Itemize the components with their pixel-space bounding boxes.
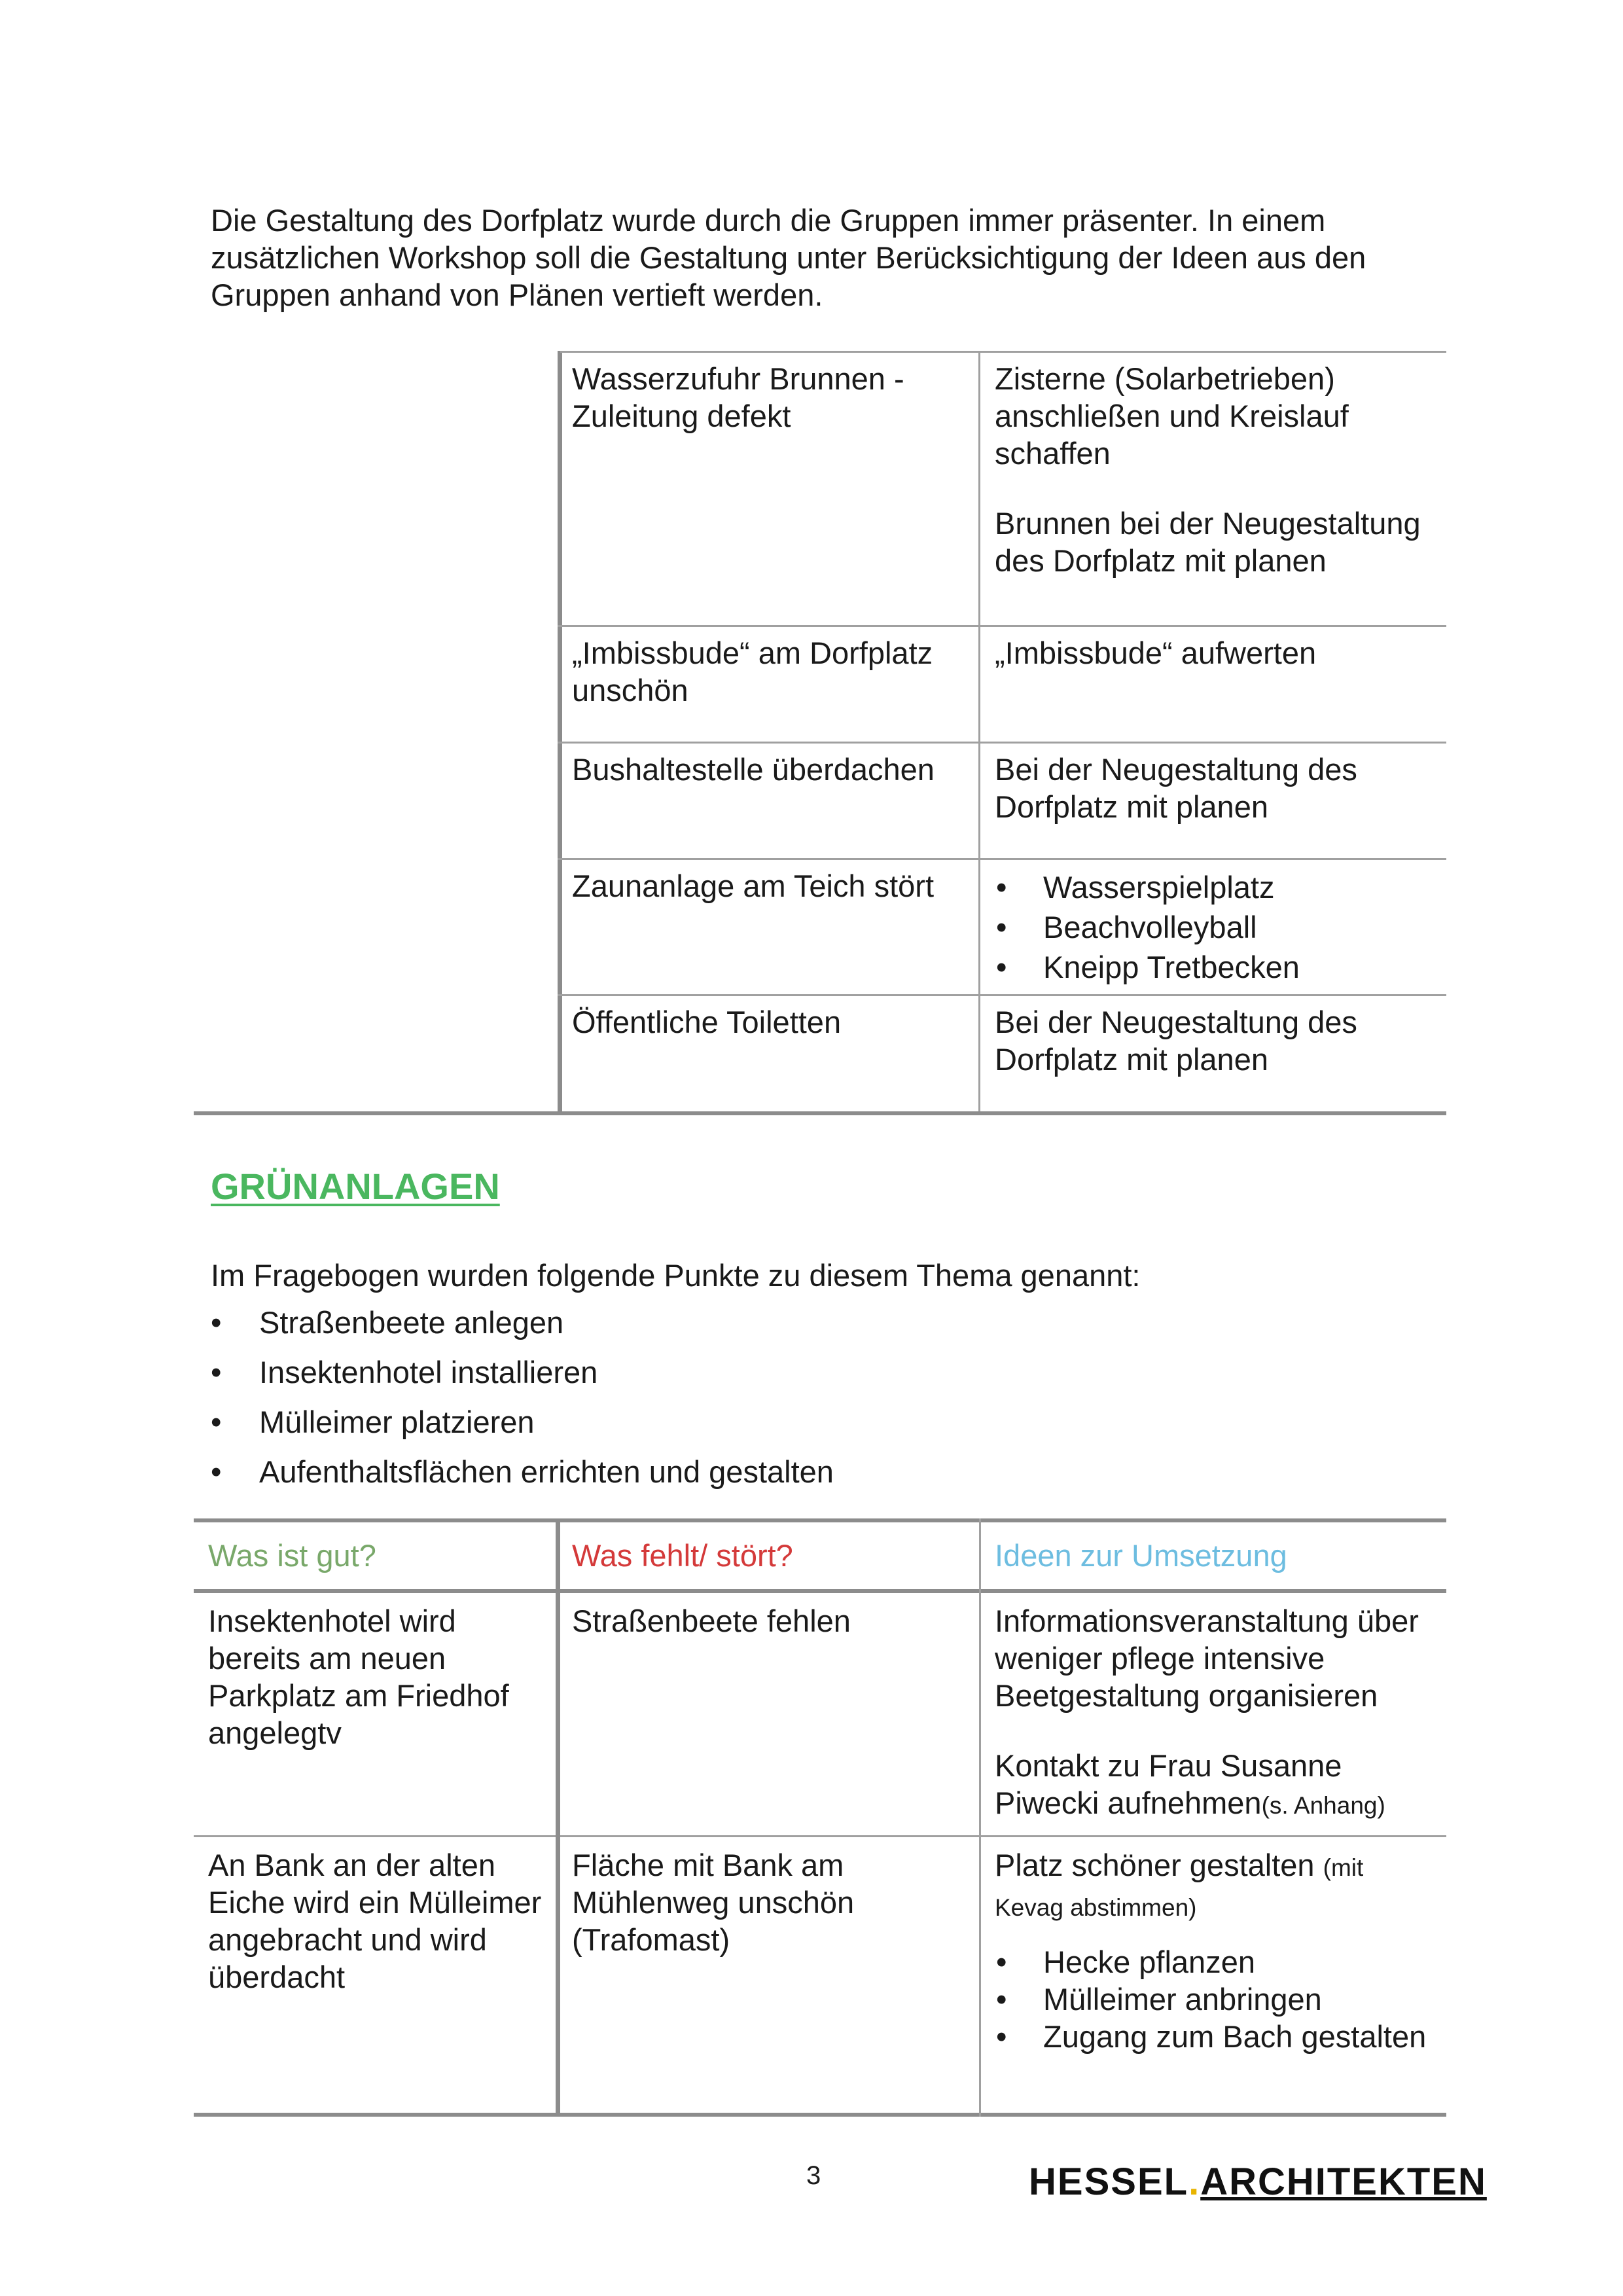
problem-cell: Öffentliche Toiletten [558, 994, 980, 1115]
list-item: • Mülleimer platzieren [211, 1403, 834, 1453]
table-row [194, 1837, 1446, 2113]
bullet-item: • Kneipp Tretbecken [995, 947, 1432, 987]
bullet-item: • Beachvolleyball [995, 907, 1432, 947]
good-cell: Insektenhotel wird bereits am neuen Parkplatz am Friedhof angelegtv [208, 1604, 509, 1750]
idea-cell: Platz schöner gestalten (mit Kevag abstimmen) • Hecke pflanzen • Mülleimer anbringen • Zugang zum Bach gestalten [980, 1837, 1446, 2113]
page-number: 3 [806, 2161, 821, 2190]
gruenanlagen-table [194, 1518, 1446, 2117]
problem-cell: Zaunanlage am Teich stört [558, 858, 980, 994]
header-good: Was ist gut? [208, 1538, 376, 1573]
company-logo: HESSEL.ARCHITEKTEN [1029, 2161, 1487, 2203]
idea-cell: „Imbissbude“ aufwerten [995, 636, 1317, 670]
table-bottom-border [194, 2113, 1446, 2117]
list-item: • Insektenhotel installieren [211, 1354, 834, 1403]
good-cell: An Bank an der alten Eiche wird ein Mülleimer angebracht und wird überdacht [208, 1848, 542, 1994]
table-header-row [194, 1522, 1446, 1589]
problem-cell: Bushaltestelle überdachen [558, 742, 980, 858]
intro-paragraph: Die Gestaltung des Dorfplatz wurde durch die Gruppen immer präsenter. In einem zusätzlichen Workshop soll die Gestaltung unter Berücksichtigung der Ideen aus den Gruppen anhand von Plänen vertieft werden. [211, 203, 1366, 312]
bad-cell: Fläche mit Bank am Mühlenweg unschön (Trafomast) [572, 1848, 855, 1957]
table-bottom-border [194, 1111, 1446, 1115]
idea-cell: Informationsveranstaltung über weniger pflege intensive Beetgestaltung organisieren Kontakt zu Frau Susanne Piwecki aufnehmen(s. Anhang) [995, 1604, 1419, 1820]
table-row [194, 1593, 1446, 1835]
table-row [558, 742, 1446, 860]
idea-cell: Bei der Neugestaltung des Dorfplatz mit planen [995, 1005, 1357, 1077]
idea-cell [980, 858, 1446, 994]
problem-cell: Wasserzufuhr Brunnen - Zuleitung defekt [558, 351, 980, 625]
bullet-item: • Hecke pflanzen [995, 1943, 1432, 1981]
idea-cell: Zisterne (Solarbetrieben) anschließen und Kreislauf schaffen Brunnen bei der Neugestaltung des Dorfplatz mit planen [995, 361, 1421, 578]
dorfplatz-table [194, 351, 1446, 1115]
idea-cell: Bei der Neugestaltung des Dorfplatz mit planen [995, 752, 1357, 824]
list-item: • Straßenbeete anlegen [211, 1304, 834, 1354]
section-lead: Im Fragebogen wurden folgende Punkte zu diesem Thema genannt: [211, 1258, 1141, 1293]
topic-list [211, 1304, 834, 1503]
header-ideas: Ideen zur Umsetzung [995, 1538, 1287, 1573]
table-row [558, 351, 1446, 627]
bullet-item: • Zugang zum Bach gestalten [995, 2018, 1432, 2055]
table-row [558, 858, 1446, 996]
bad-cell: Straßenbeete fehlen [572, 1604, 851, 1638]
header-bad: Was fehlt/ stört? [572, 1538, 793, 1573]
table-row [558, 625, 1446, 744]
section-title: GRÜNANLAGEN [211, 1166, 500, 1207]
bullet-item: • Wasserspielplatz [995, 867, 1432, 907]
bullet-item: • Mülleimer anbringen [995, 1981, 1432, 2018]
table-row [558, 994, 1446, 1115]
problem-cell: „Imbissbude“ am Dorfplatz unschön [558, 625, 980, 742]
list-item: • Aufenthaltsflächen errichten und gestalten [211, 1453, 834, 1503]
